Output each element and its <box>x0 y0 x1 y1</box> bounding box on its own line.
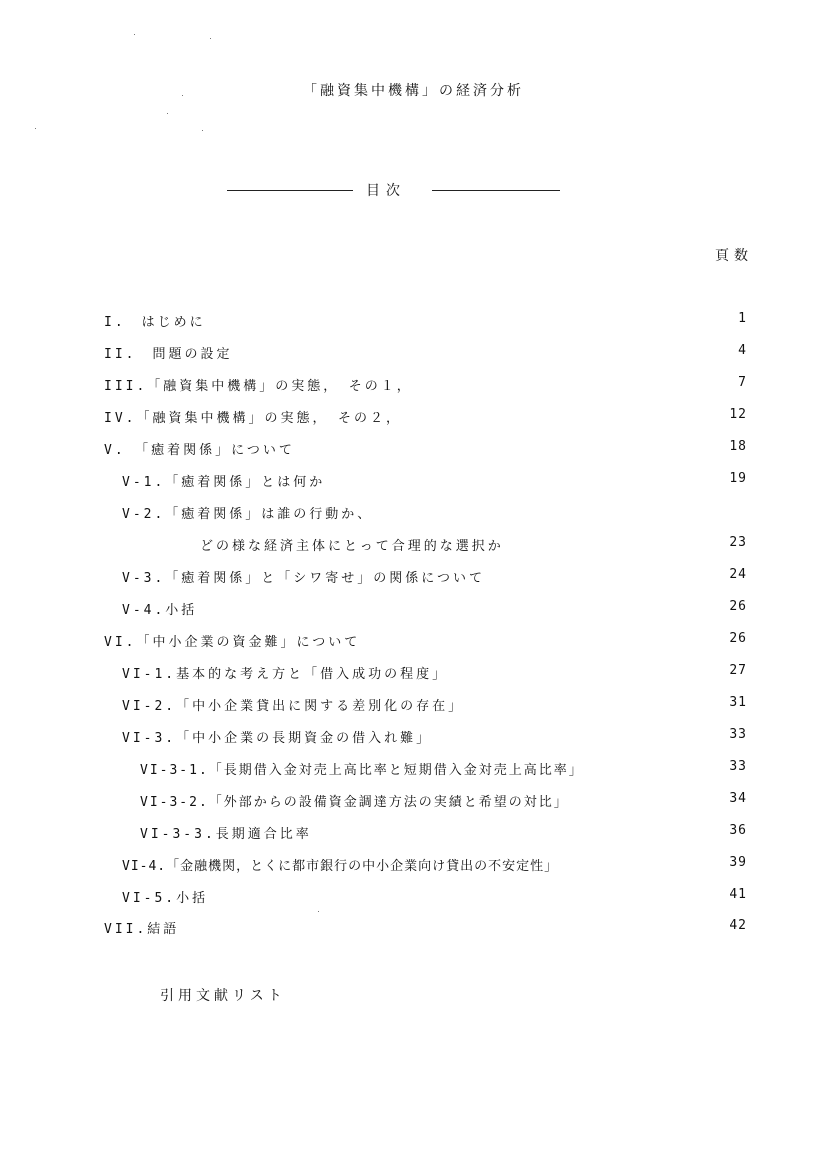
toc-entry-label: VI-1.基本的な考え方と「借入成功の程度」 <box>122 667 449 682</box>
toc-entry-label: どの様な経済主体にとって合理的な選択か <box>200 539 504 554</box>
toc-entry-label: VI-3-1.「長期借入金対売上高比率と短期借入金対売上高比率」 <box>140 763 584 778</box>
toc-entry-label: VI-3-2.「外部からの設備資金調達方法の実績と希望の対比」 <box>140 795 569 810</box>
toc-entry-page: 33 <box>729 727 747 742</box>
toc-entry <box>0 375 827 395</box>
toc-entry-label: IV.「融資集中機構」の実態， その２， <box>104 411 402 426</box>
toc-entry-label: VI-5.小括 <box>122 891 209 906</box>
toc-entry <box>0 887 827 907</box>
toc-entry <box>0 759 827 779</box>
scan-speck <box>202 130 203 131</box>
document-title: 「融資集中機構」の経済分析 <box>303 83 524 99</box>
toc-entry-label: VI-4.「金融機関，とくに都市銀行の中小企業向け貸出の不安定性」 <box>122 859 559 874</box>
toc-entry <box>0 855 827 875</box>
toc-entry-label: V-3.「癒着関係」と「シワ寄せ」の関係について <box>122 571 486 586</box>
toc-entry-page: 12 <box>729 407 747 422</box>
toc-entry-label: V-1.「癒着関係」とは何か <box>122 475 326 490</box>
toc-entry <box>0 823 827 843</box>
pages-column-header: 頁数 <box>715 248 753 264</box>
toc-entry-page: 31 <box>729 695 747 710</box>
toc-entry-page: 19 <box>729 471 747 486</box>
toc-entry-label: VI-3-3.長期適合比率 <box>140 827 312 842</box>
toc-entry-label: V. 「癒着関係」について <box>104 443 295 458</box>
toc-entry-page: 41 <box>729 887 747 902</box>
toc-entry-label: V-4.小括 <box>122 603 198 618</box>
toc-entry <box>0 567 827 587</box>
toc-entry <box>0 918 827 938</box>
toc-entry-label: III.「融資集中機構」の実態， その１， <box>104 379 413 394</box>
scan-speck <box>35 128 36 129</box>
toc-entry-page: 26 <box>729 599 747 614</box>
toc-entry <box>0 343 827 363</box>
toc-entry-page: 18 <box>729 439 747 454</box>
toc-entry-page: 42 <box>729 918 747 933</box>
toc-entry-label: VI-3.「中小企業の長期資金の借入れ難」 <box>122 731 433 746</box>
toc-entry <box>0 663 827 683</box>
toc-entry-label: II. 問題の設定 <box>104 347 233 362</box>
toc-entry-label: I. はじめに <box>104 315 206 330</box>
toc-entry-page: 33 <box>729 759 747 774</box>
toc-entry-page: 4 <box>738 343 747 358</box>
toc-entry <box>0 631 827 651</box>
scan-speck <box>167 113 168 114</box>
toc-entry-page: 7 <box>738 375 747 390</box>
toc-entry <box>0 535 827 555</box>
toc-entry-label: V-2.「癒着関係」は誰の行動か、 <box>122 507 374 522</box>
toc-entry-page: 36 <box>729 823 747 838</box>
scan-speck <box>318 911 319 912</box>
toc-entry-page: 23 <box>729 535 747 550</box>
references-heading: 引用文献リスト <box>160 988 286 1004</box>
toc-entry-page: 27 <box>729 663 747 678</box>
scan-speck <box>210 38 211 39</box>
scan-speck <box>134 34 135 35</box>
toc-entry-page: 24 <box>729 567 747 582</box>
toc-entry-page: 39 <box>729 855 747 870</box>
toc-entry <box>0 791 827 811</box>
toc-heading: 目次 <box>366 183 406 199</box>
toc-entry <box>0 407 827 427</box>
toc-entry <box>0 503 827 523</box>
toc-entry-label: VII.結語 <box>104 922 180 937</box>
toc-entry <box>0 439 827 459</box>
toc-entry-page: 34 <box>729 791 747 806</box>
toc-entry <box>0 311 827 331</box>
toc-entry <box>0 471 827 491</box>
toc-entry <box>0 695 827 715</box>
toc-entry <box>0 599 827 619</box>
scan-speck <box>182 95 183 96</box>
toc-entry <box>0 727 827 747</box>
toc-entry-label: VI.「中小企業の資金難」について <box>104 635 361 650</box>
toc-entry-page: 1 <box>738 311 747 326</box>
toc-entry-label: VI-2.「中小企業貸出に関する差別化の存在」 <box>122 699 465 714</box>
toc-entry-page: 26 <box>729 631 747 646</box>
